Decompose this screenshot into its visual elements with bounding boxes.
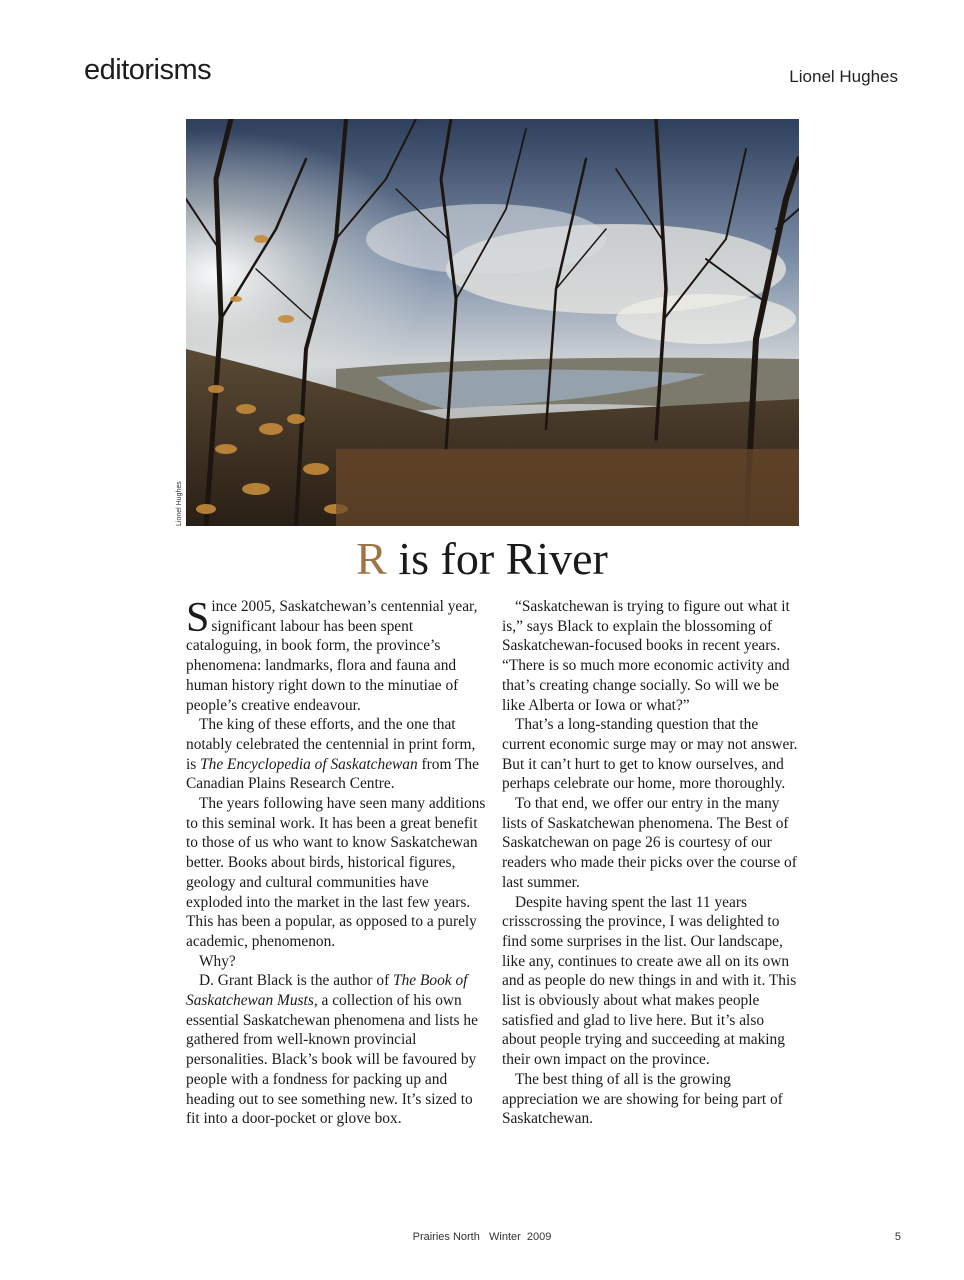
paragraph: Why?: [199, 952, 236, 970]
page-number: 5: [894, 1231, 901, 1243]
title-initial: R: [356, 533, 387, 584]
left-column: [186, 597, 486, 1129]
footer-publication: Prairies North Winter 2009: [412, 1231, 552, 1243]
paragraph: To that end, we offer our entry in the many lists of Saskatchewan phenomena. The Best of Saskatchewan on page 26 is courtesy of our readers who made their picks over the course of last summer.: [502, 795, 797, 891]
paragraph: “Saskatchewan is trying to figure out what it is,” says Black to explain the blossoming of Saskatchewan-focused books in recent years. “There is so much more economic activity and that’s creating change socially. So will we be like Alberta or Iowa or what?”: [502, 598, 790, 714]
title-rest: is for River: [386, 533, 608, 584]
photo-credit: Lionel Hughes: [176, 481, 183, 526]
article-title: [0, 532, 964, 585]
paragraph-text: The king of these efforts, and the one that notably celebrated the centennial in print form, is: [186, 716, 476, 773]
book-title: The Book of Saskatchewan Musts: [186, 972, 468, 1010]
paragraph: [186, 597, 486, 715]
paragraph-text: , a collection of his own essential Saskatchewan phenomena and lists he gathered from well-known provincial personalities. Black’s book will be favoured by people with a fondness for packing up and heading out to see something new. It’s sized to fit into a door-pocket or glove box.: [186, 992, 478, 1128]
paragraph: [186, 971, 486, 1129]
paragraph: The best thing of all is the growing appreciation we are showing for being part of Saskatchewan.: [502, 1070, 783, 1128]
paragraph: [186, 715, 486, 794]
paragraph-text: from The Canadian Plains Research Centre.: [186, 755, 479, 793]
paragraph-text: D. Grant Black is the author of: [199, 972, 394, 990]
section-title: editorisms: [84, 54, 212, 86]
paragraph-text: ince 2005, Saskatchewan’s centennial year, significant labour has been spent cataloguing, in book form, the province’s phenomena: landmarks, flora and fauna and human history right down to the minutiae of people’s creative endeavour.: [186, 598, 478, 714]
book-title: The Encyclopedia of Saskatchewan: [200, 755, 418, 773]
paragraph: That’s a long-standing question that the current economic surge may or may not answer. But it can’t hurt to get to know ourselves, and perhaps celebrate our home, more thoroughly.: [502, 716, 798, 793]
header-author: Lionel Hughes: [789, 67, 898, 86]
right-column: [502, 597, 802, 1129]
drop-cap: S: [186, 595, 210, 641]
paragraph: The years following have seen many additions to this seminal work. It has been a great benefit to those of us who want to know Saskatchewan better. Books about birds, historical figures, geology and cultural communities have exploded into the market in the last few years. This has been a popular, as opposed to a purely academic, phenomenon.: [186, 795, 486, 950]
river-photo: [186, 119, 799, 526]
paragraph: Despite having spent the last 11 years crisscrossing the province, I was delighted to find some surprises in the list. Our landscape, like any, continues to create awe all on its own and as people do new things in and with it. This list is obviously about what makes people satisfied and glad to live here. But it’s also about people trying and succeeding at making their own impact on the province.: [502, 893, 797, 1069]
